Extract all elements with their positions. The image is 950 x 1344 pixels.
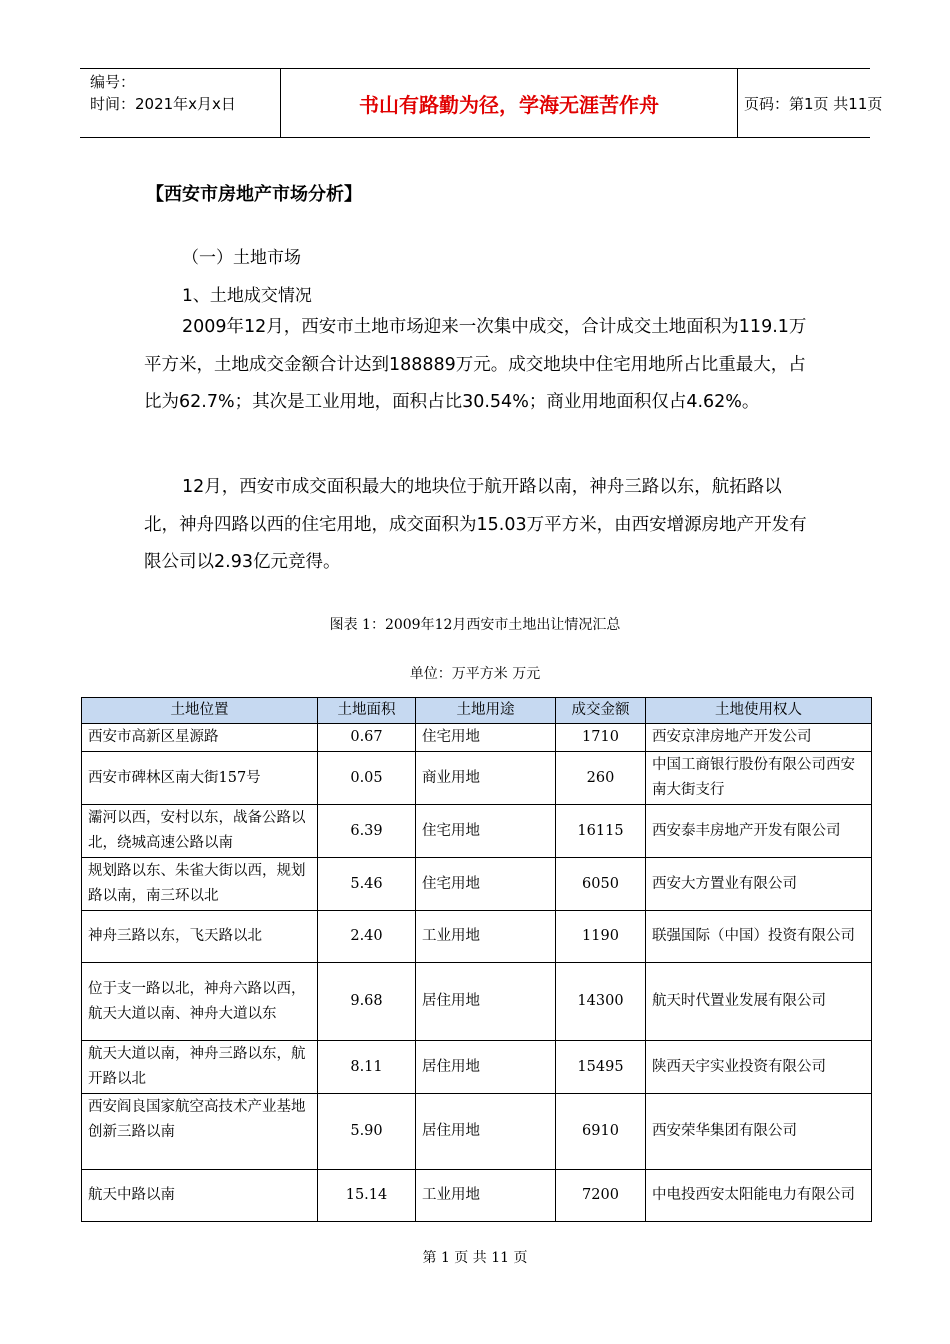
header-page-cell (736, 69, 883, 137)
amount-cell: 1710 (556, 724, 646, 752)
document-title: 【西安市房地产市场分析】 (146, 184, 362, 205)
location-cell: 位于支一路以北，神舟六路以西，航天大道以南、神舟大道以东 (82, 963, 318, 1041)
table-row (82, 911, 872, 963)
document-date-label: 时间：2021年x月x日 (90, 95, 236, 113)
area-cell: 0.67 (318, 724, 416, 752)
owner-cell: 西安大方置业有限公司 (646, 858, 872, 911)
column-header: 土地使用权人 (646, 698, 872, 724)
page-footer: 第 1 页 共 11 页 (422, 1250, 528, 1266)
amount-cell: 7200 (556, 1170, 646, 1222)
subsection-heading: 1、土地成交情况 (182, 286, 312, 306)
table-row (82, 963, 872, 1041)
use-cell: 商业用地 (416, 752, 556, 805)
location-cell: 西安市碑林区南大街157号 (82, 752, 318, 805)
owner-cell: 航天时代置业发展有限公司 (646, 963, 872, 1041)
column-header: 土地面积 (318, 698, 416, 724)
owner-cell: 西安京津房地产开发公司 (646, 724, 872, 752)
owner-cell: 陕西天宇实业投资有限公司 (646, 1041, 872, 1094)
header-motto-cell (280, 69, 738, 137)
area-cell: 8.11 (318, 1041, 416, 1094)
document-number-label: 编号： (90, 73, 136, 91)
area-cell: 5.90 (318, 1094, 416, 1170)
amount-cell: 6050 (556, 858, 646, 911)
table-unit-label: 单位：万平方米 万元 (409, 666, 541, 682)
section-heading: （一）土地市场 (182, 248, 301, 268)
location-cell: 航天大道以南，神舟三路以东，航开路以北 (82, 1041, 318, 1094)
land-transfer-table (81, 697, 872, 1222)
table-row (82, 858, 872, 911)
area-cell: 6.39 (318, 805, 416, 858)
use-cell: 工业用地 (416, 1170, 556, 1222)
table-row (82, 724, 872, 752)
amount-cell: 6910 (556, 1094, 646, 1170)
location-cell: 规划路以东、朱雀大街以西，规划路以南，南三环以北 (82, 858, 318, 911)
area-cell: 0.05 (318, 752, 416, 805)
owner-cell: 中国工商银行股份有限公司西安南大街支行 (646, 752, 872, 805)
owner-cell: 联强国际（中国）投资有限公司 (646, 911, 872, 963)
table-caption: 图表 1：2009年12月西安市土地出让情况汇总 (329, 617, 621, 633)
area-cell: 15.14 (318, 1170, 416, 1222)
body-paragraph-2: 12月，西安市成交面积最大的地块位于航开路以南，神舟三路以东，航拓路以北，神舟四路以西的住宅用地，成交面积为15.03万平方米，由西安增源房地产开发有限公司以2.93亿元竞得。 (144, 477, 807, 572)
body-paragraph-1: 2009年12月，西安市土地市场迎来一次集中成交，合计成交土地面积为119.1万平方米，土地成交金额合计达到188889万元。成交地块中住宅用地所占比重最大，占比为62.7%；其次是工业用地，面积占比30.54%；商业用地面积仅占4.62%。 (144, 317, 807, 412)
use-cell: 居住用地 (416, 963, 556, 1041)
header-motto: 书山有路勤为径，学海无涯苦作舟 (359, 92, 659, 117)
amount-cell: 1190 (556, 911, 646, 963)
location-cell: 西安市高新区星源路 (82, 724, 318, 752)
amount-cell: 15495 (556, 1041, 646, 1094)
owner-cell: 中电投西安太阳能电力有限公司 (646, 1170, 872, 1222)
location-cell: 神舟三路以东，飞天路以北 (82, 911, 318, 963)
header-meta-cell (80, 69, 280, 137)
table-row (82, 1041, 872, 1094)
owner-cell: 西安泰丰房地产开发有限公司 (646, 805, 872, 858)
page-header (80, 68, 883, 138)
column-header: 土地位置 (82, 698, 318, 724)
use-cell: 居住用地 (416, 1041, 556, 1094)
location-cell: 西安阎良国家航空高技术产业基地创新三路以南 (82, 1094, 318, 1170)
area-cell: 9.68 (318, 963, 416, 1041)
column-header: 土地用途 (416, 698, 556, 724)
area-cell: 5.46 (318, 858, 416, 911)
table-header-row (82, 698, 872, 724)
use-cell: 工业用地 (416, 911, 556, 963)
location-cell: 灞河以西，安村以东，战备公路以北，绕城高速公路以南 (82, 805, 318, 858)
table-row (82, 805, 872, 858)
table-row (82, 752, 872, 805)
amount-cell: 16115 (556, 805, 646, 858)
use-cell: 住宅用地 (416, 805, 556, 858)
use-cell: 住宅用地 (416, 858, 556, 911)
amount-cell: 14300 (556, 963, 646, 1041)
owner-cell: 西安荣华集团有限公司 (646, 1094, 872, 1170)
use-cell: 居住用地 (416, 1094, 556, 1170)
amount-cell: 260 (556, 752, 646, 805)
header-page-info: 页码：第1页 共11页 (744, 94, 883, 113)
use-cell: 住宅用地 (416, 724, 556, 752)
table-row (82, 1094, 872, 1170)
table-row (82, 1170, 872, 1222)
column-header: 成交金额 (556, 698, 646, 724)
area-cell: 2.40 (318, 911, 416, 963)
location-cell: 航天中路以南 (82, 1170, 318, 1222)
